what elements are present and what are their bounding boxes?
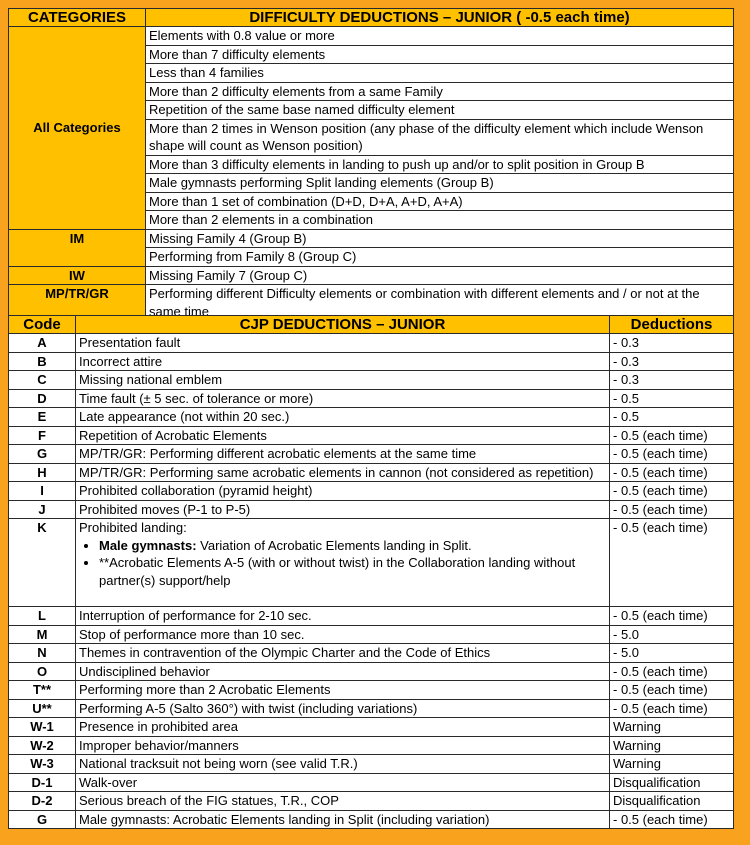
difficulty-item: Performing from Family 8 (Group C) (146, 248, 734, 267)
cjp-description (76, 699, 610, 718)
cjp-deduction-value: - 0.5 (each time) (610, 482, 734, 501)
cjp-description (76, 352, 610, 371)
cjp-description (76, 482, 610, 501)
cjp-row (9, 810, 734, 829)
cjp-row (9, 607, 734, 626)
cjp-deduction-value: - 0.5 (each time) (610, 519, 734, 607)
cjp-description (76, 644, 610, 663)
cjp-description-text: Performing A-5 (Salto 360°) with twist (including variations) (79, 700, 418, 716)
cjp-bullet-item (99, 537, 606, 555)
cjp-code: C (9, 371, 76, 390)
cjp-row (9, 500, 734, 519)
code-header: Code (9, 316, 76, 334)
cjp-bullet-text: Variation of Acrobatic Elements landing in Split. (196, 537, 472, 553)
cjp-description (76, 755, 610, 774)
cjp-code: H (9, 463, 76, 482)
cjp-description-text: Incorrect attire (79, 353, 163, 369)
cjp-description (76, 426, 610, 445)
difficulty-row (9, 27, 734, 46)
difficulty-item: More than 7 difficulty elements (146, 45, 734, 64)
cjp-description (76, 736, 610, 755)
cjp-row (9, 519, 734, 607)
cjp-deduction-value: - 0.5 (each time) (610, 810, 734, 829)
cjp-bullet-bold: Male gymnasts: (99, 537, 197, 553)
cjp-deduction-value: - 0.5 (each time) (610, 463, 734, 482)
cjp-row (9, 755, 734, 774)
cjp-deduction-value: - 0.3 (610, 352, 734, 371)
cjp-row (9, 718, 734, 737)
cjp-row (9, 445, 734, 464)
category-mp-tr-gr: MP/TR/GR (9, 285, 146, 321)
cjp-description-text: Presence in prohibited area (79, 719, 238, 734)
cjp-description (76, 334, 610, 353)
category-all: All Categories (9, 27, 146, 230)
cjp-description-text: Prohibited landing: (79, 520, 187, 535)
cjp-header-row (9, 316, 734, 334)
cjp-row (9, 699, 734, 718)
cjp-row (9, 334, 734, 353)
cjp-description-text: Walk-over (79, 774, 138, 790)
cjp-description (76, 500, 610, 519)
cjp-code: L (9, 607, 76, 626)
cjp-deduction-value: Warning (610, 755, 734, 774)
cjp-description (76, 389, 610, 408)
cjp-description-text: Time fault (± 5 sec. of tolerance or more) (79, 390, 314, 406)
difficulty-row (9, 266, 734, 285)
difficulty-item: Less than 4 families (146, 64, 734, 83)
difficulty-item: More than 2 elements in a combination (146, 211, 734, 230)
cjp-description (76, 607, 610, 626)
cjp-deduction-value: - 0.5 (each time) (610, 500, 734, 519)
cjp-description-text: Late appearance (not within 20 sec.) (79, 409, 290, 424)
difficulty-row (9, 229, 734, 248)
cjp-description (76, 792, 610, 811)
cjp-description-text: Themes in contravention of the Olympic Charter and the Code of Ethics (79, 645, 491, 660)
cjp-description-text: Male gymnasts: Acrobatic Elements landing in Split (including variation) (79, 811, 490, 827)
cjp-code: A (9, 334, 76, 353)
cjp-row (9, 773, 734, 792)
cjp-description (76, 681, 610, 700)
cjp-deduction-value: Warning (610, 736, 734, 755)
cjp-code: T** (9, 681, 76, 700)
cjp-code: B (9, 352, 76, 371)
cjp-description-text: Prohibited moves (P-1 to P-5) (79, 501, 251, 517)
cjp-description (76, 408, 610, 427)
cjp-deductions-table (8, 315, 734, 829)
cjp-deduction-value: Warning (610, 718, 734, 737)
cjp-description-text: Serious breach of the FIG statues, T.R., COP (79, 793, 339, 808)
cjp-code: J (9, 500, 76, 519)
difficulty-item: More than 2 difficulty elements from a same Family (146, 82, 734, 101)
cjp-title: CJP DEDUCTIONS – JUNIOR (76, 316, 610, 334)
cjp-description-text: Prohibited collaboration (pyramid height) (79, 483, 313, 498)
cjp-deduction-value: Disqualification (610, 792, 734, 811)
cjp-row (9, 792, 734, 811)
deductions-header: Deductions (610, 316, 734, 334)
difficulty-item: More than 3 difficulty elements in landing to push up and/or to split position in Group B (146, 155, 734, 174)
cjp-description-text: MP/TR/GR: Performing different acrobatic elements at the same time (79, 446, 477, 461)
cjp-description (76, 718, 610, 737)
cjp-deduction-value: - 0.5 (each time) (610, 662, 734, 681)
cjp-deduction-value: - 0.3 (610, 371, 734, 390)
cjp-description (76, 445, 610, 464)
cjp-bullet-text: **Acrobatic Elements A-5 (with or without twist) in the Collaboration landing without partner(s) support/help (99, 555, 576, 588)
cjp-description-text: Missing national emblem (79, 372, 223, 387)
cjp-deduction-value: - 0.5 (each time) (610, 699, 734, 718)
cjp-description (76, 371, 610, 390)
cjp-deduction-value: - 0.5 (each time) (610, 445, 734, 464)
cjp-row (9, 662, 734, 681)
cjp-deduction-value: Disqualification (610, 773, 734, 792)
cjp-code: O (9, 662, 76, 681)
cjp-description-text: Stop of performance more than 10 sec. (79, 626, 305, 642)
cjp-code: D (9, 389, 76, 408)
cjp-row (9, 644, 734, 663)
cjp-description-text: Improper behavior/manners (79, 737, 239, 753)
cjp-description (76, 810, 610, 829)
difficulty-item: Elements with 0.8 value or more (146, 27, 734, 46)
cjp-code: G (9, 810, 76, 829)
cjp-description (76, 625, 610, 644)
cjp-code: W-3 (9, 755, 76, 774)
cjp-row (9, 352, 734, 371)
cjp-description (76, 463, 610, 482)
difficulty-header-row (9, 9, 734, 27)
cjp-description-text: National tracksuit not being worn (see valid T.R.) (79, 756, 358, 771)
cjp-code: D-2 (9, 792, 76, 811)
difficulty-item: Performing different Difficulty elements or combination with different elements and / or not at the same time (146, 285, 734, 321)
cjp-deduction-value: - 0.5 (610, 408, 734, 427)
cjp-description (76, 773, 610, 792)
cjp-description-text: Undisciplined behavior (79, 663, 210, 679)
cjp-row (9, 681, 734, 700)
cjp-row (9, 426, 734, 445)
categories-header: CATEGORIES (9, 9, 146, 27)
cjp-description (76, 662, 610, 681)
cjp-deduction-value: - 5.0 (610, 625, 734, 644)
cjp-description-text: Performing more than 2 Acrobatic Elements (79, 682, 331, 697)
cjp-bullet-list (79, 537, 606, 590)
cjp-row (9, 463, 734, 482)
cjp-code: I (9, 482, 76, 501)
cjp-row (9, 736, 734, 755)
difficulty-deductions-table (8, 8, 734, 321)
cjp-code: K (9, 519, 76, 607)
cjp-code: W-2 (9, 736, 76, 755)
category-im: IM (9, 229, 146, 266)
category-iw: IW (9, 266, 146, 285)
difficulty-title: DIFFICULTY DEDUCTIONS – JUNIOR ( -0.5 each time) (146, 9, 734, 27)
cjp-deduction-value: - 0.5 (each time) (610, 607, 734, 626)
difficulty-item: Missing Family 7 (Group C) (146, 266, 734, 285)
difficulty-item: Repetition of the same base named difficulty element (146, 101, 734, 120)
cjp-code: U** (9, 699, 76, 718)
cjp-code: M (9, 625, 76, 644)
cjp-row (9, 625, 734, 644)
cjp-row (9, 389, 734, 408)
cjp-row (9, 371, 734, 390)
difficulty-item: More than 2 times in Wenson position (any phase of the difficulty element which include Wenson shape will count as Wenson position) (146, 119, 734, 155)
cjp-deduction-value: - 0.3 (610, 334, 734, 353)
cjp-bullet-item (99, 554, 606, 589)
cjp-deduction-value: - 0.5 (610, 389, 734, 408)
difficulty-item: More than 1 set of combination (D+D, D+A, A+D, A+A) (146, 192, 734, 211)
difficulty-item: Male gymnasts performing Split landing elements (Group B) (146, 174, 734, 193)
cjp-row (9, 408, 734, 427)
cjp-deduction-value: - 5.0 (610, 644, 734, 663)
difficulty-item: Missing Family 4 (Group B) (146, 229, 734, 248)
cjp-description (76, 519, 610, 607)
cjp-row (9, 482, 734, 501)
cjp-description-text: Repetition of Acrobatic Elements (79, 427, 267, 443)
cjp-deduction-value: - 0.5 (each time) (610, 426, 734, 445)
cjp-code: F (9, 426, 76, 445)
cjp-description-text: Interruption of performance for 2-10 sec. (79, 608, 312, 623)
cjp-code: D-1 (9, 773, 76, 792)
cjp-code: N (9, 644, 76, 663)
cjp-code: G (9, 445, 76, 464)
cjp-deduction-value: - 0.5 (each time) (610, 681, 734, 700)
cjp-description-text: Presentation fault (79, 335, 181, 350)
cjp-code: W-1 (9, 718, 76, 737)
cjp-description-text: MP/TR/GR: Performing same acrobatic elements in cannon (not considered as repetition) (79, 464, 594, 480)
cjp-code: E (9, 408, 76, 427)
